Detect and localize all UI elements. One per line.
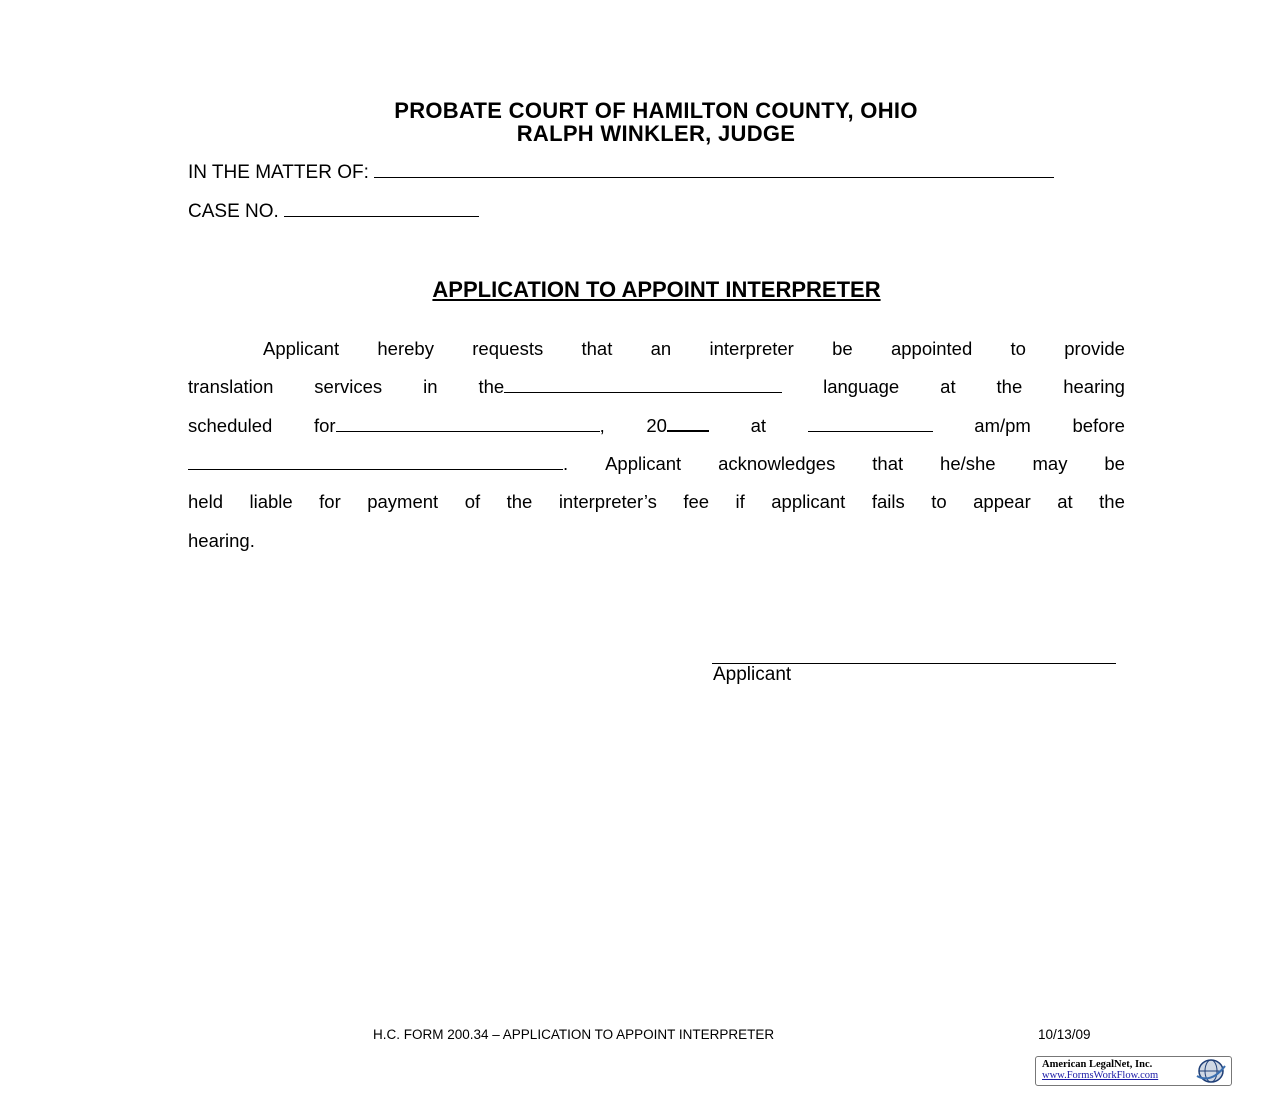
word: language <box>823 376 900 397</box>
word: the <box>1099 491 1125 512</box>
word: services <box>314 376 383 397</box>
body-line-3 <box>188 415 1125 437</box>
word: be <box>832 338 853 359</box>
word: for <box>319 491 341 512</box>
word: requests <box>472 338 544 359</box>
word: at <box>940 376 956 397</box>
word: hereby <box>377 338 434 359</box>
word: that <box>581 338 613 359</box>
hearing-time-input[interactable] <box>808 431 933 432</box>
word: appointed <box>890 338 973 359</box>
word: translation <box>188 376 274 397</box>
body-line-1 <box>263 338 1125 360</box>
body-line-5 <box>188 491 1125 513</box>
word: payment <box>367 491 439 512</box>
word: the <box>506 491 533 512</box>
word: an <box>650 338 672 359</box>
word: be <box>1104 453 1125 474</box>
word: acknowledges <box>718 453 836 474</box>
body-line-4 <box>188 453 1125 475</box>
word: at <box>1057 491 1073 512</box>
word: if <box>735 491 745 512</box>
date-group <box>314 415 605 437</box>
word: Applicant <box>605 453 682 474</box>
word: to <box>931 491 947 512</box>
logo-name: American LegalNet, Inc. <box>1042 1059 1153 1070</box>
word: interpreter’s <box>558 491 657 512</box>
logo-url[interactable]: www.FormsWorkFlow.com <box>1042 1070 1159 1081</box>
word: before <box>1072 415 1125 436</box>
word: liable <box>249 491 293 512</box>
word: hearing <box>1063 376 1125 397</box>
judge-group <box>188 453 568 475</box>
period: . <box>563 453 569 474</box>
word: to <box>1010 338 1026 359</box>
word: the <box>478 376 505 397</box>
signature-label: Applicant <box>713 664 792 685</box>
word: the <box>996 376 1023 397</box>
hearing-date-input[interactable] <box>336 431 600 432</box>
comma: , <box>599 415 605 436</box>
globe-icon <box>1193 1058 1227 1084</box>
word: may <box>1032 453 1068 474</box>
year-prefix: 20 <box>646 415 667 436</box>
word: provide <box>1064 338 1125 359</box>
body-line-2 <box>188 376 1125 398</box>
case-label: CASE NO. <box>188 201 279 222</box>
case-field <box>188 201 479 223</box>
language-group <box>478 376 782 398</box>
year-input[interactable] <box>667 430 709 432</box>
body-line-6: hearing. <box>188 530 255 551</box>
word: held <box>188 491 223 512</box>
case-number-input[interactable] <box>284 216 479 217</box>
word: Applicant <box>263 338 340 359</box>
word: interpreter <box>709 338 794 359</box>
footer-date: 10/13/09 <box>1038 1027 1091 1042</box>
judge-name: RALPH WINKLER, JUDGE <box>516 121 796 146</box>
word: of <box>464 491 481 512</box>
judge-input[interactable] <box>188 469 563 470</box>
year-group <box>646 415 709 437</box>
matter-field <box>188 162 1054 184</box>
legalnet-logo[interactable] <box>1035 1056 1232 1086</box>
matter-input[interactable] <box>374 177 1054 178</box>
court-name: PROBATE COURT OF HAMILTON COUNTY, OHIO <box>394 98 918 123</box>
form-title: APPLICATION TO APPOINT INTERPRETER <box>432 277 881 302</box>
word: he/she <box>940 453 996 474</box>
language-input[interactable] <box>504 392 782 393</box>
word: at <box>750 415 767 436</box>
word: for <box>313 415 336 436</box>
word: scheduled <box>188 415 273 436</box>
word: fee <box>683 491 710 512</box>
word: applicant <box>771 491 846 512</box>
matter-label: IN THE MATTER OF: <box>188 162 369 183</box>
word: in <box>423 376 438 397</box>
word: that <box>872 453 904 474</box>
word: am/pm <box>974 415 1031 436</box>
word: appear <box>973 491 1031 512</box>
footer-form-id: H.C. FORM 200.34 – APPLICATION TO APPOINT INTERPRETER <box>373 1027 775 1042</box>
word: fails <box>871 491 905 512</box>
